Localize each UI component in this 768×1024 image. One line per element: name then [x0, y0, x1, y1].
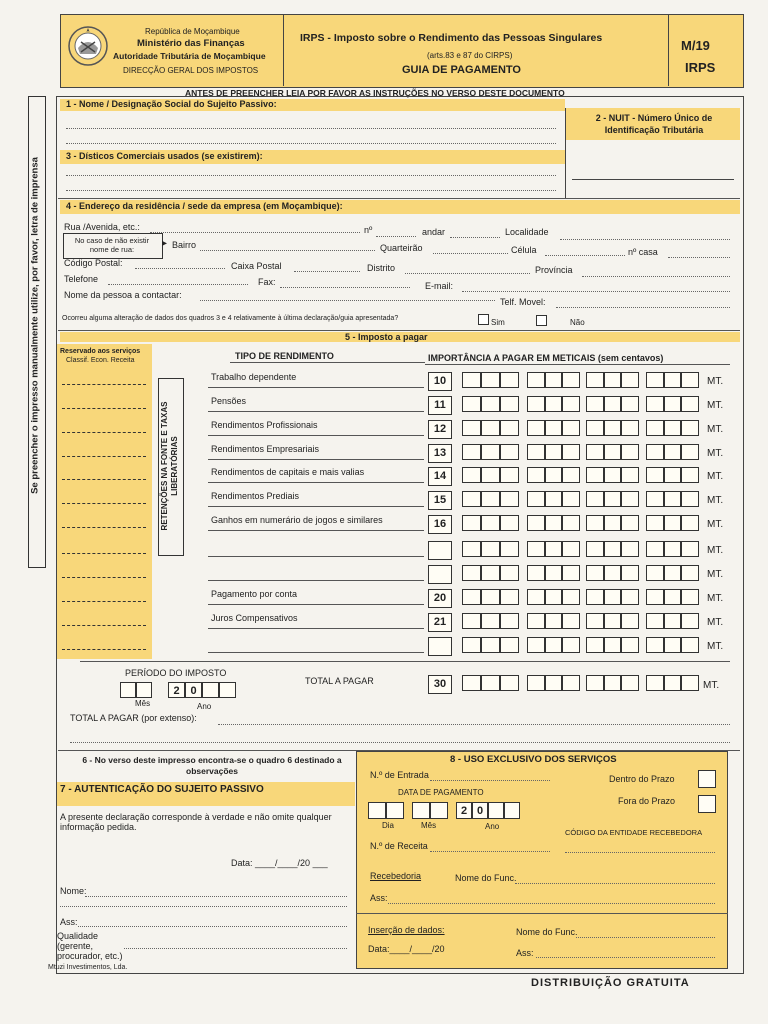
period-year-4[interactable]: [219, 682, 236, 698]
amount-digit-cell[interactable]: [681, 637, 699, 653]
tax-row-code: 16: [428, 515, 452, 534]
amount-digit-cell[interactable]: [664, 515, 682, 531]
amount-digit-cell[interactable]: [604, 565, 622, 581]
amount-digit-cell[interactable]: [562, 613, 580, 629]
amount-digit-cell[interactable]: [462, 613, 481, 629]
amount-digit-cell[interactable]: [664, 565, 682, 581]
amount-digit-cell[interactable]: [481, 637, 500, 653]
amount-digit-cell[interactable]: [500, 565, 519, 581]
amount-digit-cell[interactable]: [621, 613, 639, 629]
label-insercao: Inserção de dados:: [368, 925, 445, 935]
amount-digit-cell[interactable]: [586, 467, 604, 483]
amount-digit-cell[interactable]: [646, 613, 664, 629]
tax-row-label: Juros Compensativos: [211, 613, 298, 623]
amount-digit-cell[interactable]: [500, 491, 519, 507]
amount-digit-cell[interactable]: [586, 565, 604, 581]
no-street-note: No caso de não existir nome de rua:: [74, 236, 150, 254]
amount-digit-cell[interactable]: [527, 565, 545, 581]
reserved-entry-line[interactable]: [62, 577, 146, 578]
amount-digit-cell[interactable]: [462, 541, 481, 557]
amount-digit-cell[interactable]: [527, 637, 545, 653]
pay-month-2[interactable]: [430, 802, 448, 819]
amount-digit-cell[interactable]: [604, 444, 622, 460]
amount-digit-cell[interactable]: [646, 589, 664, 605]
label-andar: andar: [422, 227, 446, 237]
amount-digit-cell[interactable]: [527, 613, 545, 629]
amount-digit-cell[interactable]: [604, 396, 622, 412]
amount-digit-cell[interactable]: [545, 372, 563, 388]
amount-digit-cell[interactable]: [562, 637, 580, 653]
section-7-title: 7 - AUTENTICAÇÃO DO SUJEITO PASSIVO: [60, 784, 264, 795]
amount-digit-cell[interactable]: [681, 491, 699, 507]
amount-digit-cell[interactable]: [664, 637, 682, 653]
auth-ass-label: Ass:: [60, 917, 78, 927]
auth-statement: A presente declaração corresponde à verdade e não omite qualquer informação pedida.: [60, 812, 332, 832]
change-question: Ocorreu alguma alteração de dados dos quadros 3 e 4 relativamente à última declaração/guia apresentada?: [62, 315, 399, 322]
amount-digit-cell[interactable]: [481, 372, 500, 388]
amount-digit-cell[interactable]: [621, 372, 639, 388]
label-fora-prazo: Fora do Prazo: [618, 796, 676, 806]
total-digit-cell[interactable]: [462, 675, 481, 691]
amount-digit-cell[interactable]: [646, 467, 664, 483]
amount-digit-cell[interactable]: [621, 396, 639, 412]
label-nome-func-2: Nome do Func.: [516, 927, 578, 937]
amount-digit-cell[interactable]: [481, 589, 500, 605]
amount-digit-cell[interactable]: [604, 541, 622, 557]
ministry-name: Ministério das Finanças: [137, 38, 245, 49]
pay-year-2[interactable]: 0: [472, 802, 488, 819]
amount-digit-cell[interactable]: [481, 491, 500, 507]
amount-digit-cell[interactable]: [646, 372, 664, 388]
total-currency-label: MT.: [703, 680, 720, 691]
amount-digit-cell[interactable]: [545, 541, 563, 557]
amount-digit-cell[interactable]: [621, 491, 639, 507]
currency-label: MT.: [707, 376, 724, 387]
amount-digit-cell[interactable]: [604, 515, 622, 531]
tax-row-label: Rendimentos Profissionais: [211, 420, 318, 430]
period-year-3[interactable]: [202, 682, 219, 698]
total-digit-cell[interactable]: [664, 675, 682, 691]
label-receita: N.º de Receita: [370, 841, 428, 851]
amount-digit-cell[interactable]: [527, 396, 545, 412]
form-articles: (arts.83 e 87 do CIRPS): [427, 51, 513, 60]
currency-label: MT.: [707, 471, 724, 482]
amount-digit-cell[interactable]: [500, 589, 519, 605]
amount-digit-cell[interactable]: [621, 467, 639, 483]
amount-digit-cell[interactable]: [462, 515, 481, 531]
pay-year-4[interactable]: [504, 802, 520, 819]
total-code: 30: [428, 675, 452, 694]
total-digit-cell[interactable]: [562, 675, 580, 691]
label-dentro-prazo: Dentro do Prazo: [609, 774, 675, 784]
label-casa: nº casa: [628, 247, 658, 257]
total-digit-cell[interactable]: [500, 675, 519, 691]
reserved-services-column: [57, 344, 152, 659]
amount-digit-cell[interactable]: [545, 420, 563, 436]
period-month-2[interactable]: [136, 682, 152, 698]
currency-label: MT.: [707, 495, 724, 506]
label-fax: Fax:: [258, 277, 276, 287]
amount-digit-cell[interactable]: [462, 637, 481, 653]
amount-digit-cell[interactable]: [527, 420, 545, 436]
amount-digit-cell[interactable]: [646, 637, 664, 653]
amount-digit-cell[interactable]: [527, 515, 545, 531]
reserved-entry-line[interactable]: [62, 601, 146, 602]
republic-name: República de Moçambique: [145, 27, 240, 36]
total-digit-cell[interactable]: [527, 675, 545, 691]
tax-row-label: Ganhos em numerário de jogos e similares: [211, 515, 383, 525]
reserved-entry-line[interactable]: [62, 456, 146, 457]
reserved-label: Reservado aos serviços: [60, 348, 141, 355]
period-year-2[interactable]: 0: [185, 682, 202, 698]
amount-digit-cell[interactable]: [621, 444, 639, 460]
currency-label: MT.: [707, 545, 724, 556]
amount-digit-cell[interactable]: [604, 589, 622, 605]
amount-digit-cell[interactable]: [681, 515, 699, 531]
amount-header: IMPORTÂNCIA A PAGAR EM METICAIS (sem centavos): [428, 353, 664, 363]
amount-digit-cell[interactable]: [527, 589, 545, 605]
amount-digit-cell[interactable]: [681, 444, 699, 460]
form-tax: IRPS: [685, 60, 716, 75]
tax-row-code: 20: [428, 589, 452, 608]
amount-digit-cell[interactable]: [621, 589, 639, 605]
label-rua: Rua /Avenida, etc.:: [64, 222, 140, 232]
amount-digit-cell[interactable]: [604, 637, 622, 653]
label-nao: Não: [570, 318, 585, 327]
amount-digit-cell[interactable]: [562, 372, 580, 388]
amount-digit-cell[interactable]: [646, 565, 664, 581]
amount-digit-cell[interactable]: [586, 396, 604, 412]
amount-digit-cell[interactable]: [604, 372, 622, 388]
amount-digit-cell[interactable]: [545, 491, 563, 507]
amount-digit-cell[interactable]: [681, 372, 699, 388]
label-quarteirao: Quarteirão: [380, 243, 423, 253]
amount-digit-cell[interactable]: [681, 565, 699, 581]
amount-digit-cell[interactable]: [681, 420, 699, 436]
checkbox-dentro-prazo[interactable]: [698, 770, 716, 788]
tax-row-label: Trabalho dependente: [211, 372, 297, 382]
total-label: TOTAL A PAGAR: [305, 676, 374, 686]
amount-digit-cell[interactable]: [646, 420, 664, 436]
label-localidade: Localidade: [505, 227, 549, 237]
label-ano: Ano: [197, 702, 212, 711]
auth-nome-label: Nome:: [60, 886, 87, 896]
reserved-entry-line[interactable]: [62, 479, 146, 480]
amount-digit-cell[interactable]: [462, 467, 481, 483]
amount-digit-cell[interactable]: [562, 515, 580, 531]
amount-digit-cell[interactable]: [545, 515, 563, 531]
amount-digit-cell[interactable]: [604, 420, 622, 436]
label-mes: Mês: [135, 699, 151, 708]
amount-digit-cell[interactable]: [664, 589, 682, 605]
amount-digit-cell[interactable]: [586, 491, 604, 507]
currency-label: MT.: [707, 617, 724, 628]
period-month-1[interactable]: [120, 682, 136, 698]
tax-row-code: [428, 637, 452, 656]
label-ass-insercao: Ass:: [516, 948, 534, 958]
reserved-entry-line[interactable]: [62, 503, 146, 504]
amount-digit-cell[interactable]: [481, 420, 500, 436]
amount-digit-cell[interactable]: [586, 589, 604, 605]
amount-digit-cell[interactable]: [481, 565, 500, 581]
amount-digit-cell[interactable]: [586, 613, 604, 629]
tax-row-code: 10: [428, 372, 452, 391]
free-distribution: DISTRIBUIÇÃO GRATUITA: [531, 977, 690, 989]
tax-row-label: Pensões: [211, 396, 247, 406]
section-6-note: 6 - No verso deste impresso encontra-se o quadro 6 destinado a observações: [82, 755, 342, 776]
printer-credit: Mtuzi Investimentos, Lda.: [48, 964, 128, 971]
authority-name: Autoridade Tributária de Moçambique: [113, 51, 266, 61]
total-digit-cell[interactable]: [545, 675, 563, 691]
label-sim: Sim: [491, 318, 505, 327]
total-digit-cell[interactable]: [604, 675, 622, 691]
reserved-entry-line[interactable]: [62, 432, 146, 433]
currency-label: MT.: [707, 569, 724, 580]
pay-day-1[interactable]: [368, 802, 386, 819]
section-1-title: 1 - Nome / Designação Social do Sujeito Passivo:: [66, 99, 277, 109]
total-digit-cell[interactable]: [646, 675, 664, 691]
amount-digit-cell[interactable]: [621, 637, 639, 653]
amount-digit-cell[interactable]: [621, 420, 639, 436]
label-dia: Dia: [382, 821, 395, 830]
amount-digit-cell[interactable]: [527, 491, 545, 507]
total-digit-cell[interactable]: [481, 675, 500, 691]
side-note: Se preencher o impresso manualmente utilize, por favor, letra de imprensa: [29, 157, 41, 494]
amount-digit-cell[interactable]: [562, 444, 580, 460]
tax-row-code: 14: [428, 467, 452, 486]
amount-digit-cell[interactable]: [664, 372, 682, 388]
section-4-title: 4 - Endereço da residência / sede da empresa (em Moçambique):: [66, 201, 343, 211]
amount-digit-cell[interactable]: [481, 444, 500, 460]
amount-digit-cell[interactable]: [500, 467, 519, 483]
label-entrada: N.º de Entrada: [370, 770, 429, 780]
amount-digit-cell[interactable]: [586, 515, 604, 531]
amount-digit-cell[interactable]: [527, 444, 545, 460]
label-nome-func: Nome do Func.: [455, 873, 517, 883]
section-5-title: 5 - Imposto a pagar: [345, 332, 428, 342]
label-caixa-postal: Caixa Postal: [231, 261, 282, 271]
amount-digit-cell[interactable]: [462, 372, 481, 388]
label-telefone: Telefone: [64, 274, 99, 284]
total-extenso-label: TOTAL A PAGAR (por extenso):: [70, 713, 197, 723]
amount-digit-cell[interactable]: [646, 541, 664, 557]
amount-digit-cell[interactable]: [562, 589, 580, 605]
amount-digit-cell[interactable]: [462, 420, 481, 436]
pay-month-1[interactable]: [412, 802, 430, 819]
label-bairro: Bairro: [172, 240, 197, 250]
reserved-entry-line[interactable]: [62, 553, 146, 554]
reserved-entry-line[interactable]: [62, 408, 146, 409]
amount-digit-cell[interactable]: [527, 467, 545, 483]
label-distrito: Distrito: [367, 263, 396, 273]
amount-digit-cell[interactable]: [545, 396, 563, 412]
label-recebedoria: Recebedoria: [370, 871, 422, 881]
amount-digit-cell[interactable]: [545, 444, 563, 460]
amount-digit-cell[interactable]: [664, 491, 682, 507]
label-contact: Nome da pessoa a contactar:: [64, 290, 182, 300]
amount-digit-cell[interactable]: [545, 565, 563, 581]
tax-row-code: [428, 565, 452, 584]
arrow-right-icon: ▸: [162, 238, 168, 249]
reserved-entry-line[interactable]: [62, 625, 146, 626]
amount-digit-cell[interactable]: [646, 515, 664, 531]
reserved-entry-line[interactable]: [62, 649, 146, 650]
amount-digit-cell[interactable]: [621, 565, 639, 581]
label-tel-movel: Telf. Movel:: [500, 297, 546, 307]
reserved-entry-line[interactable]: [62, 384, 146, 385]
currency-label: MT.: [707, 641, 724, 652]
amount-digit-cell[interactable]: [462, 589, 481, 605]
pay-year-1[interactable]: 2: [456, 802, 472, 819]
amount-digit-cell[interactable]: [500, 541, 519, 557]
amount-digit-cell[interactable]: [681, 467, 699, 483]
withholding-label: RETENÇÕES NA FONTE E TAXAS LIBERATÓRIAS: [160, 401, 179, 531]
directorate-name: DIRECÇÃO GERAL DOS IMPOSTOS: [123, 66, 259, 75]
currency-label: MT.: [707, 448, 724, 459]
period-label: PERÍODO DO IMPOSTO: [125, 668, 227, 678]
currency-label: MT.: [707, 400, 724, 411]
amount-digit-cell[interactable]: [646, 444, 664, 460]
amount-digit-cell[interactable]: [664, 396, 682, 412]
nuit-input[interactable]: [572, 165, 734, 180]
amount-digit-cell[interactable]: [500, 515, 519, 531]
pay-day-2[interactable]: [386, 802, 404, 819]
amount-digit-cell[interactable]: [500, 396, 519, 412]
label-mes-pag: Mês: [421, 821, 437, 830]
section-8-title: 8 - USO EXCLUSIVO DOS SERVIÇOS: [450, 754, 617, 765]
tax-row-code: 15: [428, 491, 452, 510]
label-data-insercao: Data:____/____/20: [368, 944, 445, 954]
reserved-entry-line[interactable]: [62, 527, 146, 528]
label-ass-func: Ass:: [370, 893, 388, 903]
amount-digit-cell[interactable]: [681, 613, 699, 629]
tax-row-code: 12: [428, 420, 452, 439]
form-code: M/19: [681, 38, 710, 53]
currency-label: MT.: [707, 593, 724, 604]
amount-digit-cell[interactable]: [604, 491, 622, 507]
tax-row-code: 13: [428, 444, 452, 463]
amount-digit-cell[interactable]: [462, 565, 481, 581]
amount-digit-cell[interactable]: [462, 444, 481, 460]
amount-digit-cell[interactable]: [545, 637, 563, 653]
tax-row-label: Rendimentos Empresariais: [211, 444, 320, 454]
mozambique-emblem-icon: [66, 24, 110, 68]
amount-digit-cell[interactable]: [586, 637, 604, 653]
amount-digit-cell[interactable]: [646, 491, 664, 507]
amount-digit-cell[interactable]: [664, 444, 682, 460]
amount-digit-cell[interactable]: [481, 515, 500, 531]
label-numero: nº: [364, 225, 373, 235]
amount-digit-cell[interactable]: [562, 467, 580, 483]
amount-digit-cell[interactable]: [586, 420, 604, 436]
checkbox-sim[interactable]: [478, 314, 489, 325]
amount-digit-cell[interactable]: [681, 589, 699, 605]
label-provincia: Província: [535, 265, 573, 275]
amount-digit-cell[interactable]: [562, 541, 580, 557]
amount-digit-cell[interactable]: [664, 467, 682, 483]
amount-digit-cell[interactable]: [681, 396, 699, 412]
checkbox-fora-prazo[interactable]: [698, 795, 716, 813]
amount-digit-cell[interactable]: [500, 613, 519, 629]
amount-digit-cell[interactable]: [586, 541, 604, 557]
amount-digit-cell[interactable]: [646, 396, 664, 412]
amount-digit-cell[interactable]: [481, 396, 500, 412]
auth-qualidade: Qualidade (gerente, procurador, etc.): [57, 931, 123, 961]
amount-digit-cell[interactable]: [664, 420, 682, 436]
label-codigo-entidade: CÓDIGO DA ENTIDADE RECEBEDORA: [565, 828, 703, 837]
amount-digit-cell[interactable]: [562, 420, 580, 436]
section-3-title: 3 - Dísticos Comerciais usados (se existirem):: [66, 151, 263, 161]
currency-label: MT.: [707, 519, 724, 530]
amount-digit-cell[interactable]: [681, 541, 699, 557]
auth-date: Data: ____/____/20 ___: [231, 858, 328, 868]
total-digit-cell[interactable]: [621, 675, 639, 691]
amount-digit-cell[interactable]: [604, 613, 622, 629]
reserved-cols: Classif. Econ. Receita: [66, 357, 135, 364]
currency-label: MT.: [707, 424, 724, 435]
amount-digit-cell[interactable]: [545, 613, 563, 629]
tax-row-label: Rendimentos de capitais e mais valias: [211, 467, 365, 477]
amount-digit-cell[interactable]: [462, 396, 481, 412]
amount-digit-cell[interactable]: [500, 420, 519, 436]
amount-digit-cell[interactable]: [527, 541, 545, 557]
total-digit-cell[interactable]: [586, 675, 604, 691]
amount-digit-cell[interactable]: [545, 589, 563, 605]
amount-digit-cell[interactable]: [481, 467, 500, 483]
type-header: TIPO DE RENDIMENTO: [235, 351, 334, 361]
amount-digit-cell[interactable]: [621, 515, 639, 531]
amount-digit-cell[interactable]: [586, 444, 604, 460]
pay-year-3[interactable]: [488, 802, 504, 819]
tax-row-code: 21: [428, 613, 452, 632]
instructions-note: ANTES DE PREENCHER LEIA POR FAVOR AS INSTRUÇÕES NO VERSO DESTE DOCUMENTO: [185, 88, 565, 98]
label-ano-pag: Ano: [485, 822, 500, 831]
label-email: E-mail:: [425, 281, 454, 291]
tax-row-label: Rendimentos Prediais: [211, 491, 300, 501]
label-data-pagamento: DATA DE PAGAMENTO: [398, 788, 484, 797]
tax-row-code: [428, 541, 452, 560]
period-year-1[interactable]: 2: [168, 682, 185, 698]
amount-digit-cell[interactable]: [500, 637, 519, 653]
amount-digit-cell[interactable]: [562, 491, 580, 507]
form-title: IRPS - Imposto sobre o Rendimento das Pessoas Singulares: [300, 32, 603, 44]
amount-digit-cell[interactable]: [481, 541, 500, 557]
amount-digit-cell[interactable]: [621, 541, 639, 557]
amount-digit-cell[interactable]: [481, 613, 500, 629]
amount-digit-cell[interactable]: [562, 396, 580, 412]
amount-digit-cell[interactable]: [664, 541, 682, 557]
total-digit-cell[interactable]: [681, 675, 699, 691]
amount-digit-cell[interactable]: [586, 372, 604, 388]
amount-digit-cell[interactable]: [527, 372, 545, 388]
form-subtitle: GUIA DE PAGAMENTO: [402, 64, 521, 76]
amount-digit-cell[interactable]: [562, 565, 580, 581]
label-codigo-postal: Código Postal:: [64, 258, 123, 268]
tax-row-code: 11: [428, 396, 452, 415]
tax-row-label: Pagamento por conta: [211, 589, 298, 599]
amount-digit-cell[interactable]: [604, 467, 622, 483]
section-2-title: 2 - NUIT - Número Único de Identificação Tributária: [595, 113, 713, 135]
amount-digit-cell[interactable]: [462, 491, 481, 507]
label-celula: Célula: [511, 245, 537, 255]
checkbox-nao[interactable]: [536, 315, 547, 326]
amount-digit-cell[interactable]: [500, 372, 519, 388]
amount-digit-cell[interactable]: [545, 467, 563, 483]
amount-digit-cell[interactable]: [500, 444, 519, 460]
amount-digit-cell[interactable]: [664, 613, 682, 629]
